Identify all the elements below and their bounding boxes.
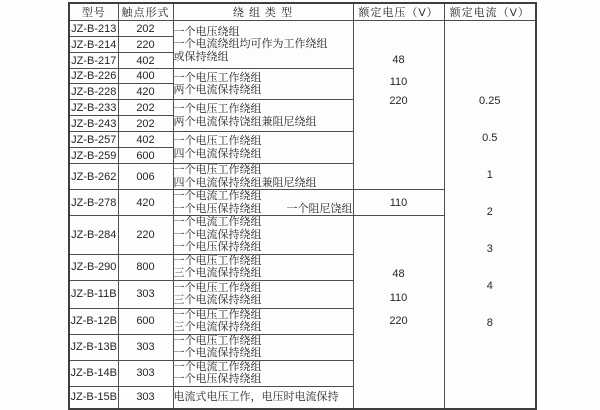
winding-line: 一个电压保持绕组 — [173, 241, 262, 253]
winding-cell — [173, 132, 353, 164]
voltage-value: 220 — [389, 95, 408, 107]
winding-line: 一个电压绕组 — [173, 25, 240, 38]
winding-line: 一个电压工作绕组 — [173, 71, 262, 84]
model-cell: JZ-B-262 — [69, 164, 118, 190]
model-cell: JZ-B-259 — [69, 148, 118, 164]
voltage-value: 48 — [392, 54, 405, 66]
winding-line: 两个电流保持饶组兼阻尼绕组 — [173, 115, 317, 128]
winding-cell — [173, 280, 353, 308]
winding-line: 一个电流保持绕组 — [173, 228, 262, 241]
contact-cell: 420 — [118, 84, 173, 100]
header-contact: 触点形式 — [118, 3, 173, 21]
model-cell: JZ-B-217 — [69, 53, 118, 69]
model-cell: JZ-B-214 — [69, 37, 118, 53]
winding-cell — [173, 21, 353, 69]
winding-line: 四个电流保持绕组兼阻尼绕组 — [173, 176, 317, 189]
winding-cell — [173, 308, 353, 334]
spec-table — [68, 2, 537, 410]
winding-cell — [173, 69, 353, 100]
current-cell — [444, 21, 536, 410]
winding-cell — [173, 190, 353, 216]
winding-line: 一个电流工作绕组 — [173, 360, 262, 373]
contact-cell: 202 — [118, 116, 173, 132]
contact-cell: 220 — [118, 37, 173, 53]
voltage-value: 110 — [389, 292, 408, 304]
model-cell: JZ-B-13B — [69, 334, 118, 360]
winding-line: 一个电流绕组均可作为工作绕组 — [173, 38, 328, 51]
winding-line: 一个电流保持绕组 — [173, 347, 262, 359]
contact-cell: 303 — [118, 334, 173, 360]
current-value: 8 — [486, 317, 493, 329]
winding-line: 三个电流保持绕组 — [173, 267, 262, 279]
winding-line: 两个电流保持绕组 — [173, 84, 262, 96]
winding-line: 一个电流工作绕组 — [173, 216, 262, 228]
contact-cell: 220 — [118, 216, 173, 255]
voltage-cell: 110 — [353, 190, 444, 216]
model-cell: JZ-B-278 — [69, 190, 118, 216]
model-cell: JZ-B-290 — [69, 254, 118, 280]
contact-cell: 303 — [118, 280, 173, 308]
current-value: 3 — [486, 243, 493, 255]
current-value: 1 — [486, 169, 493, 181]
model-cell: JZ-B-228 — [69, 84, 118, 100]
voltage-value: 220 — [389, 315, 408, 327]
winding-cell — [173, 164, 353, 190]
contact-cell: 202 — [118, 21, 173, 37]
winding-line: 一个电压工作绕组 — [173, 254, 262, 267]
winding-cell — [173, 360, 353, 386]
winding-cell — [173, 216, 353, 255]
winding-cell — [173, 386, 353, 409]
contact-cell: 202 — [118, 100, 173, 116]
contact-cell: 600 — [118, 308, 173, 334]
winding-cell — [173, 334, 353, 360]
winding-line: 电流式电压工作，电压时电流保持 — [173, 391, 339, 403]
winding-line: 三个电流保持绕组 — [173, 321, 262, 333]
current-value: 0.5 — [482, 132, 498, 144]
winding-cell — [173, 254, 353, 280]
model-cell: JZ-B-15B — [69, 386, 118, 409]
model-cell: JZ-B-233 — [69, 100, 118, 116]
model-cell: JZ-B-226 — [69, 69, 118, 84]
contact-cell: 303 — [118, 386, 173, 409]
contact-cell: 402 — [118, 132, 173, 148]
winding-line: 一个电流工作绕组 — [173, 190, 262, 202]
header-winding: 绕 组 类 型 — [173, 3, 353, 21]
contact-cell: 600 — [118, 148, 173, 164]
winding-line: 或保持绕组 — [173, 50, 229, 63]
model-cell: JZ-B-243 — [69, 116, 118, 132]
winding-line-part: 一个电压保持绕组 — [173, 202, 262, 215]
winding-line: 一个电压工作绕组 — [173, 164, 262, 176]
winding-line — [174, 203, 353, 216]
model-cell: JZ-B-284 — [69, 216, 118, 255]
voltage-cell — [353, 21, 444, 190]
winding-cell — [173, 100, 353, 132]
winding-line: 一个电压工作绕组 — [173, 308, 262, 321]
header-row — [69, 3, 536, 21]
model-cell: JZ-B-14B — [69, 360, 118, 386]
winding-line: 一个电压工作绕组 — [173, 334, 262, 347]
model-cell: JZ-B-213 — [69, 21, 118, 37]
contact-cell: 400 — [118, 69, 173, 84]
model-cell: JZ-B-257 — [69, 132, 118, 148]
current-value: 0.25 — [479, 95, 501, 107]
header-voltage: 额定电压（V） — [353, 3, 444, 21]
contact-cell: 402 — [118, 53, 173, 69]
contact-cell: 800 — [118, 254, 173, 280]
contact-cell: 303 — [118, 360, 173, 386]
voltage-cell — [353, 216, 444, 410]
winding-line-part: 一个阻尼饶组 — [286, 202, 353, 215]
winding-line: 一个电压工作绕组 — [173, 281, 262, 294]
winding-line: 一个电压工作绕组 — [173, 103, 262, 115]
current-value: 2 — [486, 206, 493, 218]
current-value: 4 — [486, 280, 493, 292]
table-row — [69, 21, 536, 37]
contact-cell: 006 — [118, 164, 173, 190]
winding-line: 四个电流保持绕组 — [173, 147, 262, 160]
header-model: 型号 — [69, 3, 118, 21]
contact-cell: 420 — [118, 190, 173, 216]
header-current: 额定电流（V） — [444, 3, 536, 21]
winding-line: 一个电压工作绕组 — [173, 135, 262, 147]
voltage-value: 48 — [392, 268, 405, 280]
model-cell: JZ-B-12B — [69, 308, 118, 334]
winding-line: 三个电流保持绕组 — [173, 294, 262, 306]
voltage-value: 110 — [389, 76, 408, 88]
model-cell: JZ-B-11B — [69, 280, 118, 308]
winding-line: 一个电压保持绕组 — [173, 373, 262, 385]
